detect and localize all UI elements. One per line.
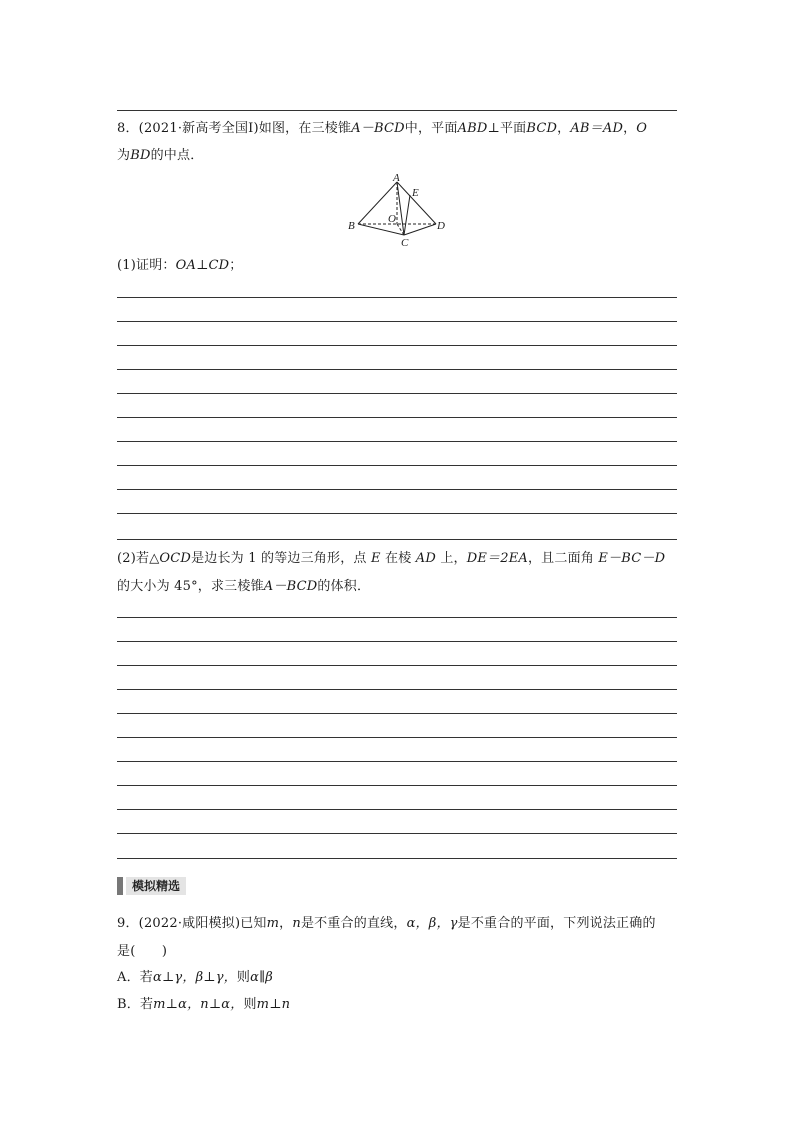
q8-point-o: O [636,121,648,136]
q8-ab-eq-ad: AB＝AD [570,121,624,136]
q8-stem-line2 [117,143,679,168]
top-divider [117,110,677,111]
q8-text: 在棱 [385,551,412,566]
q8-tetrahedron: A－BCD [351,121,405,136]
q8-text: 的中点． [150,148,204,163]
q8-dihedral-angle: E－BC－D [598,551,666,566]
q8-de-eq: DE＝2EA [466,551,528,566]
q8-edge-ad: AD [415,551,436,566]
q9-line-n: n [292,916,301,931]
q9-option-b-label: B．若 [117,997,154,1012]
q8-text: 的大小为 45°，求三棱锥 [117,579,264,594]
q8-number: 8． [117,121,139,136]
section-title: 模拟精选 [126,877,186,895]
q9-text: 已知 [240,916,267,931]
answer-line[interactable] [117,785,677,786]
q8-tetrahedron: A－BCD [263,579,318,594]
answer-line[interactable] [117,809,677,810]
q8-part2-line1 [117,546,679,571]
section-marker-icon [117,877,123,895]
q8-text: 是边长为 1 的等边三角形，点 [191,551,367,566]
q9-option-a-expr: α⊥γ，β⊥γ， [153,970,237,985]
answer-line[interactable] [117,665,677,666]
q8-text: ⊥平面 [487,121,527,136]
q8-text: ， [623,121,637,136]
q9-text: ， [279,916,293,931]
label-C: C [401,237,409,249]
answer-line[interactable] [117,369,677,370]
q8-text: 为 [117,148,131,163]
label-E: E [412,187,419,199]
answer-line[interactable] [117,321,677,322]
answer-line[interactable] [117,833,677,834]
q9-text: 则 [236,970,251,985]
q9-text: 是不重合的平面，下列说法正确的 [457,916,656,931]
q9-answer-blank: 是( ) [117,944,168,959]
answer-line[interactable] [117,858,677,859]
q9-source: (2022·咸阳模拟) [138,916,241,931]
q8-plane-bcd: BCD [526,121,558,136]
q8-source: (2021·新高考全国Ⅰ) [138,121,259,136]
q8-text: 如图，在三棱锥 [258,121,352,136]
answer-line[interactable] [117,761,677,762]
label-D: D [437,220,445,232]
answer-line[interactable] [117,489,677,490]
tetrahedron-figure [340,172,455,252]
q8-point-e: E [370,551,381,566]
answer-line[interactable] [117,393,677,394]
q8-text: 上， [440,551,467,566]
answer-line[interactable] [117,641,677,642]
answer-line[interactable] [117,465,677,466]
q9-option-a-label: A．若 [117,970,153,985]
q8-part1-label: (1)证明： [117,258,176,273]
q9-option-a [117,965,679,990]
section-header [117,876,186,896]
label-A: A [393,172,400,184]
q9-option-b [117,992,679,1017]
q8-part2-line2 [117,574,679,599]
label-B: B [348,220,355,232]
q8-segment-bd: BD [130,148,151,163]
answer-line[interactable] [117,441,677,442]
label-O: O [388,213,396,225]
q9-text: 则 [243,997,257,1012]
q9-option-b-expr: m⊥α，n⊥α， [153,997,244,1012]
answer-line[interactable] [117,737,677,738]
q8-text: 的体积． [317,579,371,594]
q9-stem-line2 [117,939,679,964]
q9-option-a-result: α∥β [250,970,273,985]
answer-line[interactable] [117,617,677,618]
answer-line[interactable] [117,297,677,298]
q8-part1-expr: OA⊥CD [175,258,230,273]
q8-stem-line1 [117,116,679,141]
answer-line[interactable] [117,417,677,418]
answer-line[interactable] [117,689,677,690]
q9-number: 9． [117,916,139,931]
answer-line[interactable] [117,345,677,346]
q8-text: 中，平面 [404,121,458,136]
answer-line[interactable] [117,513,677,514]
q8-text: (2)若△ [117,551,160,566]
q9-line-m: m [266,916,280,931]
answer-line[interactable] [117,539,677,540]
q8-triangle-ocd: OCD [159,551,192,566]
q8-part1 [117,253,679,278]
q8-plane-abd: ABD [457,121,488,136]
q8-text: ，且二面角 [527,551,594,566]
q8-text: ， [557,121,571,136]
q9-option-b-result: m⊥n [256,997,291,1012]
q9-planes: α，β，γ [406,916,458,931]
q8-text: ； [229,258,243,273]
q9-text: 是不重合的直线， [300,916,407,931]
answer-line[interactable] [117,713,677,714]
q9-stem-line1 [117,911,679,936]
